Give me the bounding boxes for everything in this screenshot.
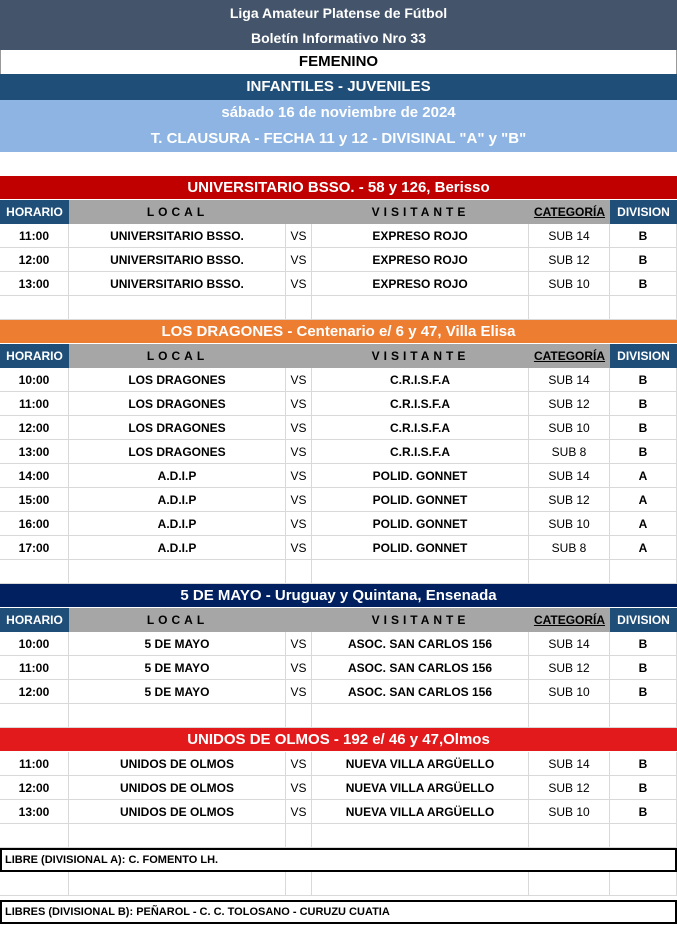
column-local: LOCAL [69, 608, 286, 632]
match-row [0, 752, 677, 776]
match-local-team: UNIDOS DE OLMOS [69, 752, 286, 776]
column-visitante: VISITANTE [312, 200, 529, 224]
match-visitor-team: C.R.I.S.F.A [312, 416, 529, 440]
libre-note: LIBRE (DIVISIONAL A): C. FOMENTO LH. [0, 848, 677, 872]
match-category: SUB 14 [529, 752, 610, 776]
blank-cell [529, 560, 610, 584]
match-local-team: LOS DRAGONES [69, 440, 286, 464]
venue-header: UNIVERSITARIO BSSO. - 58 y 126, Berisso [0, 176, 677, 199]
match-local-team: UNIVERSITARIO BSSO. [69, 272, 286, 296]
match-visitor-team: POLID. GONNET [312, 464, 529, 488]
match-local-team: UNIDOS DE OLMOS [69, 800, 286, 824]
blank-row [0, 872, 677, 896]
match-division: A [610, 536, 677, 560]
match-time: 11:00 [0, 656, 69, 680]
match-visitor-team: C.R.I.S.F.A [312, 440, 529, 464]
match-local-team: A.D.I.P [69, 464, 286, 488]
blank-row [0, 704, 677, 728]
match-row [0, 224, 677, 248]
venue-header: LOS DRAGONES - Centenario e/ 6 y 47, Villa Elisa [0, 320, 677, 343]
match-visitor-team: EXPRESO ROJO [312, 224, 529, 248]
match-local-team: A.D.I.P [69, 536, 286, 560]
match-visitor-team: POLID. GONNET [312, 512, 529, 536]
match-row [0, 632, 677, 656]
match-category: SUB 10 [529, 512, 610, 536]
match-visitor-team: NUEVA VILLA ARGÜELLO [312, 752, 529, 776]
match-category: SUB 12 [529, 488, 610, 512]
match-local-team: A.D.I.P [69, 512, 286, 536]
match-row [0, 800, 677, 824]
match-visitor-team: ASOC. SAN CARLOS 156 [312, 680, 529, 704]
match-time: 15:00 [0, 488, 69, 512]
match-visitor-team: EXPRESO ROJO [312, 248, 529, 272]
match-vs: VS [286, 488, 312, 512]
blank-cell [610, 296, 677, 320]
match-row [0, 488, 677, 512]
blank-cell [286, 560, 312, 584]
match-category: SUB 12 [529, 656, 610, 680]
match-vs: VS [286, 632, 312, 656]
tournament-label: T. CLAUSURA - FECHA 11 y 12 - DIVISINAL "A" y "B" [0, 126, 677, 152]
match-row [0, 776, 677, 800]
match-category: SUB 14 [529, 464, 610, 488]
column-vs-spacer [286, 344, 312, 368]
blank-cell [529, 872, 610, 896]
match-local-team: 5 DE MAYO [69, 656, 286, 680]
match-time: 10:00 [0, 368, 69, 392]
blank-cell [610, 560, 677, 584]
match-division: B [610, 416, 677, 440]
match-time: 11:00 [0, 224, 69, 248]
blank-cell [312, 704, 529, 728]
blank-cell [610, 704, 677, 728]
match-category: SUB 10 [529, 680, 610, 704]
venue-header: 5 DE MAYO - Uruguay y Quintana, Ensenada [0, 584, 677, 607]
match-vs: VS [286, 656, 312, 680]
date-label: sábado 16 de noviembre de 2024 [0, 100, 677, 126]
match-local-team: 5 DE MAYO [69, 680, 286, 704]
match-local-team: UNIDOS DE OLMOS [69, 776, 286, 800]
match-division: A [610, 512, 677, 536]
match-time: 14:00 [0, 464, 69, 488]
match-time: 16:00 [0, 512, 69, 536]
match-visitor-team: ASOC. SAN CARLOS 156 [312, 632, 529, 656]
match-division: A [610, 464, 677, 488]
blank-cell [0, 704, 69, 728]
match-division: B [610, 392, 677, 416]
league-title: Liga Amateur Platense de Fútbol [0, 0, 677, 26]
blank-cell [286, 872, 312, 896]
match-vs: VS [286, 392, 312, 416]
match-vs: VS [286, 536, 312, 560]
column-horario: HORARIO [0, 608, 69, 632]
venue-header: UNIDOS DE OLMOS - 192 e/ 46 y 47,Olmos [0, 728, 677, 751]
match-vs: VS [286, 248, 312, 272]
match-time: 13:00 [0, 800, 69, 824]
column-horario: HORARIO [0, 200, 69, 224]
match-vs: VS [286, 272, 312, 296]
match-time: 13:00 [0, 440, 69, 464]
column-local: LOCAL [69, 200, 286, 224]
blank-cell [286, 824, 312, 848]
column-categoria: CATEGORÍA [529, 200, 610, 224]
match-category: SUB 14 [529, 368, 610, 392]
column-division: DIVISION [610, 608, 677, 632]
blank-cell [69, 560, 286, 584]
match-vs: VS [286, 440, 312, 464]
match-row [0, 368, 677, 392]
column-visitante: VISITANTE [312, 344, 529, 368]
column-categoria: CATEGORÍA [529, 608, 610, 632]
match-time: 11:00 [0, 752, 69, 776]
match-category: SUB 10 [529, 272, 610, 296]
match-category: SUB 14 [529, 224, 610, 248]
match-vs: VS [286, 368, 312, 392]
match-visitor-team: POLID. GONNET [312, 536, 529, 560]
blank-cell [0, 872, 69, 896]
blank-cell [69, 704, 286, 728]
match-category: SUB 12 [529, 392, 610, 416]
match-category: SUB 10 [529, 416, 610, 440]
match-division: B [610, 224, 677, 248]
match-vs: VS [286, 464, 312, 488]
match-local-team: 5 DE MAYO [69, 632, 286, 656]
blank-cell [69, 824, 286, 848]
match-division: B [610, 656, 677, 680]
match-division: B [610, 776, 677, 800]
blank-cell [312, 824, 529, 848]
blank-cell [312, 560, 529, 584]
match-vs: VS [286, 800, 312, 824]
column-header-row [0, 200, 677, 224]
match-row [0, 416, 677, 440]
blank-row [0, 560, 677, 584]
blank-cell [69, 872, 286, 896]
blank-cell [312, 872, 529, 896]
match-vs: VS [286, 680, 312, 704]
column-vs-spacer [286, 608, 312, 632]
column-categoria: CATEGORÍA [529, 344, 610, 368]
column-vs-spacer [286, 200, 312, 224]
match-row [0, 680, 677, 704]
match-row [0, 464, 677, 488]
blank-cell [529, 704, 610, 728]
categories-label: INFANTILES - JUVENILES [0, 74, 677, 100]
match-time: 12:00 [0, 776, 69, 800]
match-category: SUB 14 [529, 632, 610, 656]
match-division: B [610, 752, 677, 776]
match-time: 13:00 [0, 272, 69, 296]
column-header-row [0, 344, 677, 368]
match-local-team: LOS DRAGONES [69, 368, 286, 392]
match-visitor-team: C.R.I.S.F.A [312, 392, 529, 416]
match-time: 10:00 [0, 632, 69, 656]
match-category: SUB 12 [529, 776, 610, 800]
libre-note: LIBRES (DIVISIONAL B): PEÑAROL - C. C. TOLOSANO - CURUZU CUATIA [0, 900, 677, 924]
match-vs: VS [286, 224, 312, 248]
column-visitante: VISITANTE [312, 608, 529, 632]
match-visitor-team: ASOC. SAN CARLOS 156 [312, 656, 529, 680]
column-horario: HORARIO [0, 344, 69, 368]
match-vs: VS [286, 776, 312, 800]
match-category: SUB 8 [529, 536, 610, 560]
blank-cell [69, 296, 286, 320]
match-local-team: UNIVERSITARIO BSSO. [69, 248, 286, 272]
match-division: A [610, 488, 677, 512]
match-local-team: A.D.I.P [69, 488, 286, 512]
match-vs: VS [286, 512, 312, 536]
match-row [0, 248, 677, 272]
match-vs: VS [286, 752, 312, 776]
match-local-team: LOS DRAGONES [69, 416, 286, 440]
blank-cell [286, 704, 312, 728]
blank-cell [0, 824, 69, 848]
column-header-row [0, 608, 677, 632]
match-category: SUB 10 [529, 800, 610, 824]
match-row [0, 656, 677, 680]
match-visitor-team: C.R.I.S.F.A [312, 368, 529, 392]
match-time: 11:00 [0, 392, 69, 416]
match-division: B [610, 272, 677, 296]
blank-cell [610, 824, 677, 848]
match-row [0, 512, 677, 536]
match-local-team: LOS DRAGONES [69, 392, 286, 416]
match-visitor-team: NUEVA VILLA ARGÜELLO [312, 800, 529, 824]
match-division: B [610, 800, 677, 824]
match-time: 17:00 [0, 536, 69, 560]
match-division: B [610, 368, 677, 392]
blank-cell [529, 824, 610, 848]
bulletin-subtitle: Boletín Informativo Nro 33 [0, 26, 677, 50]
blank-cell [610, 872, 677, 896]
match-division: B [610, 632, 677, 656]
match-vs: VS [286, 416, 312, 440]
match-time: 12:00 [0, 416, 69, 440]
match-visitor-team: EXPRESO ROJO [312, 272, 529, 296]
blank-cell [0, 296, 69, 320]
blank-row [0, 824, 677, 848]
match-category: SUB 8 [529, 440, 610, 464]
match-division: B [610, 440, 677, 464]
blank-cell [0, 560, 69, 584]
match-division: B [610, 248, 677, 272]
branch-label: FEMENINO [0, 50, 677, 74]
match-row [0, 440, 677, 464]
match-row [0, 392, 677, 416]
match-visitor-team: POLID. GONNET [312, 488, 529, 512]
match-division: B [610, 680, 677, 704]
match-category: SUB 12 [529, 248, 610, 272]
blank-cell [312, 296, 529, 320]
match-row [0, 272, 677, 296]
match-row [0, 536, 677, 560]
blank-row [0, 296, 677, 320]
match-local-team: UNIVERSITARIO BSSO. [69, 224, 286, 248]
match-visitor-team: NUEVA VILLA ARGÜELLO [312, 776, 529, 800]
column-local: LOCAL [69, 344, 286, 368]
column-division: DIVISION [610, 344, 677, 368]
blank-cell [529, 296, 610, 320]
blank-cell [286, 296, 312, 320]
column-division: DIVISION [610, 200, 677, 224]
match-time: 12:00 [0, 248, 69, 272]
match-time: 12:00 [0, 680, 69, 704]
